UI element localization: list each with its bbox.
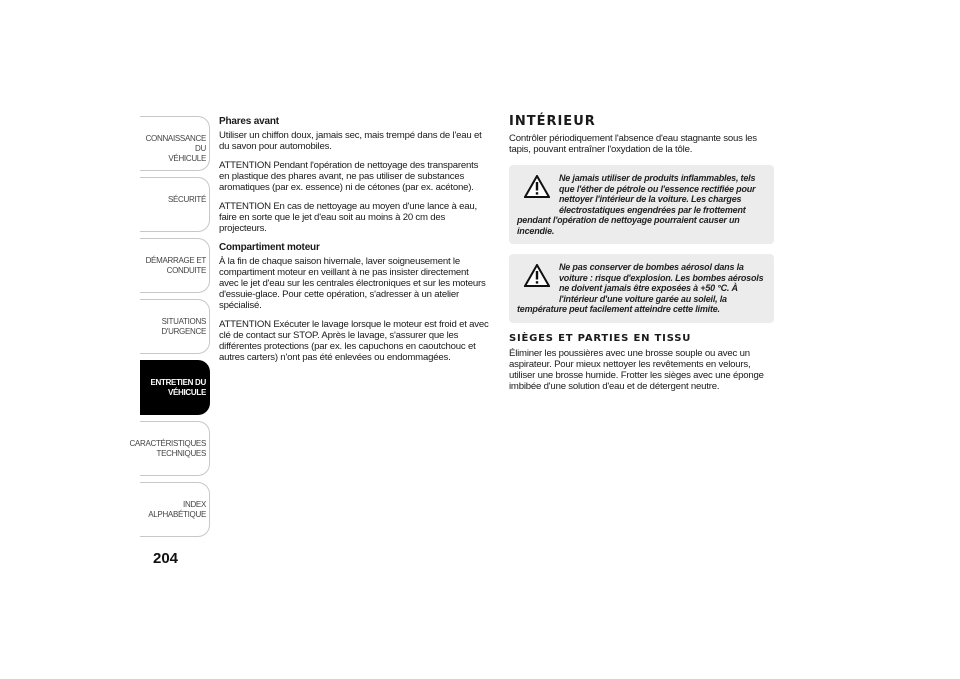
moteur-paragraph-2: ATTENTION Exécuter le lavage lorsque le moteur est froid et avec clé de contact sur STOP. Après le lavage, s'assurer que les différentes protections (par ex. les capuchons en caoutchouc et autres carters) n'ont pas été enlevées ou endommagées. (219, 319, 489, 363)
warning-text: Ne pas conserver de bombes aérosol dans la voiture : risque d'explosion. Les bombes aérosols ne doivent jamais être exposées à +50 °C. À l'intérieur d'une voiture garée au soleil, la température peut facilement atteindre cette limite. (517, 262, 764, 314)
sieges-paragraph: Éliminer les poussières avec une brosse souple ou avec un aspirateur. Pour mieux nettoyer les revêtements en velours, utiliser une brosse humide. Frotter les sièges avec une éponge imbibée d'une solution d'eau et de détergent neutre. (509, 347, 764, 392)
warning-triangle-icon (517, 173, 557, 207)
sidebar-tab-index[interactable] (140, 482, 210, 537)
warning-box-aerosol (509, 254, 774, 323)
sidebar-tab-label: ENTRETIEN DU VÉHICULE (150, 378, 206, 397)
moteur-heading: Compartiment moteur (219, 242, 320, 253)
left-column (219, 116, 489, 371)
interieur-heading: INTÉRIEUR (509, 114, 596, 129)
interieur-paragraph: Contrôler périodiquement l'absence d'eau stagnante sous les tapis, pouvant entraîner l'oxydation de la tôle. (509, 133, 757, 155)
sidebar-tab-label: DÉMARRAGE ET CONDUITE (145, 256, 206, 275)
moteur-paragraph-1: À la fin de chaque saison hivernale, laver soigneusement le compartiment moteur en veillant à ne pas insister directement avec le jet d'eau sur les centrales électroniques et sur les moteurs d'essuie-glace. Pour cette opération, s'adresser à un atelier spécialisé. (219, 256, 486, 311)
phares-heading: Phares avant (219, 116, 279, 127)
warning-box-flammable (509, 165, 774, 244)
sidebar-tab-label: SITUATIONS D'URGENCE (161, 317, 206, 336)
sidebar-tab-label: CARACTÉRISTIQUES TECHNIQUES (129, 439, 206, 458)
sidebar-tab-entretien[interactable] (140, 360, 210, 415)
chapter-sidebar (129, 116, 210, 543)
right-column (509, 116, 774, 400)
page-number: 204 (153, 550, 179, 567)
phares-paragraph-2: ATTENTION Pendant l'opération de nettoyage des transparents en plastique des phares avant, ne pas utiliser de substances aromatiques (par ex. essence) ni de cétones (par ex. acétone). (219, 160, 479, 193)
sidebar-tab-caracteristiques[interactable] (129, 421, 210, 476)
sidebar-tab-label: CONNAISSANCE DU VÉHICULE (145, 134, 206, 163)
sidebar-tab-label: INDEX ALPHABÉTIQUE (148, 500, 206, 519)
warning-text: Ne jamais utiliser de produits inflammables, tels que l'éther de pétrole ou l'essence rectifiée pour nettoyer l'intérieur de la voiture. Les charges électrostatiques engendrées par le frottement pendant l'opération de nettoyage pourraient causer un incendie. (517, 173, 756, 236)
sidebar-tab-situations[interactable] (140, 299, 210, 354)
sidebar-tab-securite[interactable] (140, 177, 210, 232)
sidebar-tab-label: SÉCURITÉ (167, 195, 206, 204)
sidebar-tab-connaissance[interactable] (140, 116, 210, 171)
sidebar-tab-demarrage[interactable] (140, 238, 210, 293)
sieges-heading: SIÈGES ET PARTIES EN TISSU (509, 332, 692, 344)
warning-triangle-icon (517, 262, 557, 296)
phares-paragraph-3: ATTENTION En cas de nettoyage au moyen d'une lance à eau, faire en sorte que le jet d'eau soit au moins à 20 cm des projecteurs. (219, 201, 477, 234)
phares-paragraph-1: Utiliser un chiffon doux, jamais sec, mais trempé dans de l'eau et du savon pour automobiles. (219, 130, 482, 152)
